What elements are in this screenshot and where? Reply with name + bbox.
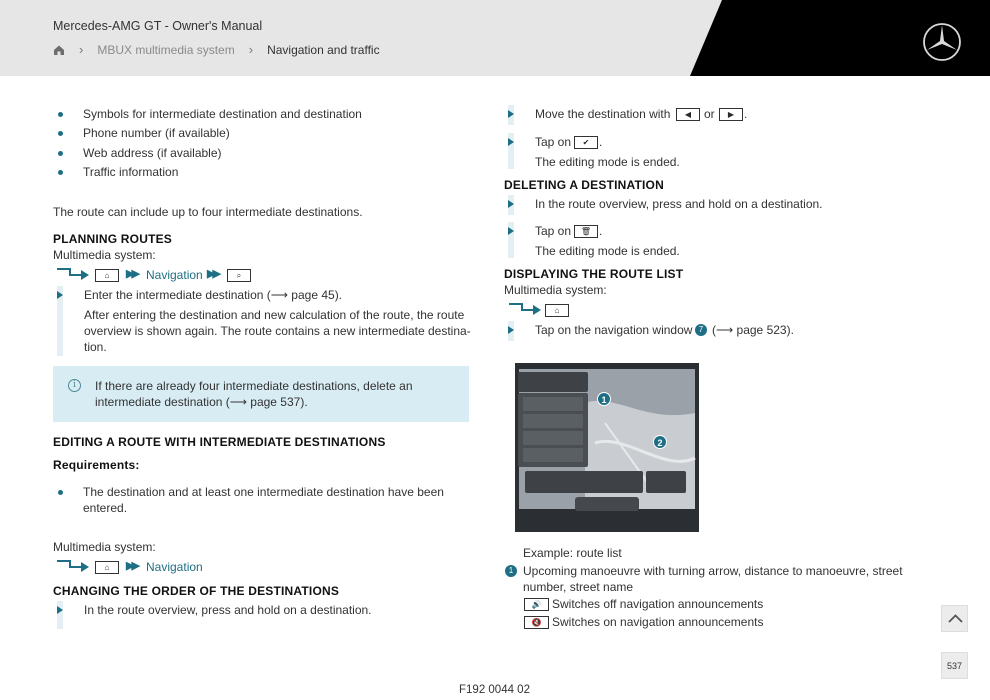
callout-2: 2	[653, 435, 667, 449]
requirement-text: entered.	[83, 501, 128, 515]
requirements-label: Requirements:	[53, 458, 140, 472]
step-arrow-icon	[508, 200, 514, 208]
list-item: Symbols for intermediate destination and destination	[83, 107, 362, 121]
info-icon: i	[68, 379, 81, 392]
route-note: The route can include up to four intermediate destinations.	[53, 205, 363, 219]
legend-text: Upcoming manoeuvre with turning arrow, distance to manoeuvre, street	[523, 564, 903, 578]
section-heading-displaying: DISPLAYING THE ROUTE LIST	[504, 267, 684, 281]
breadcrumb	[53, 42, 380, 57]
callout-number: 7	[695, 324, 707, 336]
map-image	[515, 363, 699, 532]
trash-button-icon[interactable]: 🗑	[574, 225, 598, 238]
home-button-icon[interactable]: ⌂	[95, 561, 119, 574]
punctuation: .	[744, 107, 748, 121]
section-heading-editing: EDITING A ROUTE WITH INTERMEDIATE DESTINATIONS	[53, 435, 386, 449]
path-arrow-icon	[56, 266, 90, 280]
multimedia-label: Multimedia system:	[504, 283, 607, 297]
speaker-on-icon: 🔊	[524, 598, 549, 611]
breadcrumb-item-mbux[interactable]: MBUX multimedia system	[97, 42, 235, 57]
step-detail: After entering the destination and new calculation of the route, the route	[84, 308, 465, 322]
speaker-muted-icon: 🔇	[524, 616, 549, 629]
double-chevron-icon: ▶▶	[126, 268, 137, 280]
chevron-right-icon: ›	[248, 42, 254, 57]
info-text: If there are already four intermediate destinations, delete an	[95, 379, 413, 393]
multimedia-label: Multimedia system:	[53, 248, 156, 262]
path-arrow-icon	[56, 558, 90, 572]
step-arrow-icon	[508, 138, 514, 146]
section-heading-changing: CHANGING THE ORDER OF THE DESTINATIONS	[53, 584, 340, 598]
result-text: The editing mode is ended.	[535, 244, 680, 258]
bullet-icon	[58, 490, 63, 495]
bullet-icon	[58, 151, 63, 156]
legend-text: Switches off navigation announcements	[552, 597, 764, 611]
search-button-icon[interactable]: ⌕	[227, 269, 251, 282]
page-number-badge: 537	[941, 652, 968, 679]
result-text: The editing mode is ended.	[535, 155, 680, 169]
callout-1: 1	[597, 392, 611, 406]
path-arrow-icon	[508, 301, 542, 315]
home-button-icon[interactable]: ⌂	[545, 304, 569, 317]
step-text: Tap on	[535, 135, 572, 149]
double-chevron-icon: ▶▶	[207, 268, 218, 280]
step-text: Tap on the navigation window	[535, 323, 693, 337]
double-chevron-icon: ▶▶	[126, 560, 137, 572]
step-detail: tion.	[84, 340, 107, 354]
image-code: F192 0044 02	[459, 684, 530, 696]
step-text: Enter the intermediate destination (⟶ page 45).	[84, 288, 343, 302]
section-heading-deleting: DELETING A DESTINATION	[504, 178, 664, 192]
section-heading-planning: PLANNING ROUTES	[53, 232, 173, 246]
step-arrow-icon	[57, 291, 63, 299]
manual-title: Mercedes-AMG GT - Owner's Manual	[53, 19, 263, 33]
left-arrow-button-icon[interactable]: ◀	[676, 108, 700, 121]
scroll-to-top-button[interactable]	[941, 605, 968, 632]
step-text: In the route overview, press and hold on a destination.	[84, 603, 372, 617]
breadcrumb-item-current: Navigation and traffic	[267, 42, 380, 57]
multimedia-label: Multimedia system:	[53, 540, 156, 554]
mercedes-star-logo-icon	[922, 22, 962, 62]
punctuation: .	[599, 135, 603, 149]
step-text: Tap on	[535, 224, 572, 238]
requirement-text: The destination and at least one intermediate destination have been	[83, 485, 444, 499]
info-text: intermediate destination (⟶ page 537).	[95, 395, 308, 409]
navigation-link[interactable]: Navigation	[146, 560, 203, 574]
or-text: or	[704, 107, 715, 121]
step-detail: overview is shown again. The route contains a new intermediate destina-	[84, 324, 471, 338]
right-arrow-button-icon[interactable]: ▶	[719, 108, 743, 121]
legend-text: number, street name	[523, 580, 634, 594]
bullet-icon	[58, 170, 63, 175]
home-button-icon[interactable]: ⌂	[95, 269, 119, 282]
image-caption: Example: route list	[523, 546, 622, 560]
step-arrow-icon	[508, 110, 514, 118]
step-text: Move the destination with	[535, 107, 671, 121]
bullet-icon	[58, 131, 63, 136]
info-box	[53, 366, 469, 422]
step-arrow-icon	[508, 326, 514, 334]
step-arrow-icon	[508, 227, 514, 235]
home-icon[interactable]	[53, 44, 65, 56]
step-arrow-icon	[57, 606, 63, 614]
step-text: (⟶ page 523).	[712, 323, 794, 337]
list-item: Phone number (if available)	[83, 126, 230, 140]
bullet-icon	[58, 112, 63, 117]
chevron-right-icon: ›	[79, 42, 84, 57]
legend-text: Switches on navigation announcements	[552, 615, 764, 629]
chevron-up-icon	[942, 606, 969, 633]
list-item: Web address (if available)	[83, 146, 222, 160]
route-list-screenshot	[515, 363, 699, 532]
navigation-link[interactable]: Navigation	[146, 268, 203, 282]
legend-number: 1	[505, 565, 517, 577]
step-text: In the route overview, press and hold on a destination.	[535, 197, 823, 211]
punctuation: .	[599, 224, 603, 238]
confirm-button-icon[interactable]: ✔	[574, 136, 598, 149]
list-item: Traffic information	[83, 165, 179, 179]
